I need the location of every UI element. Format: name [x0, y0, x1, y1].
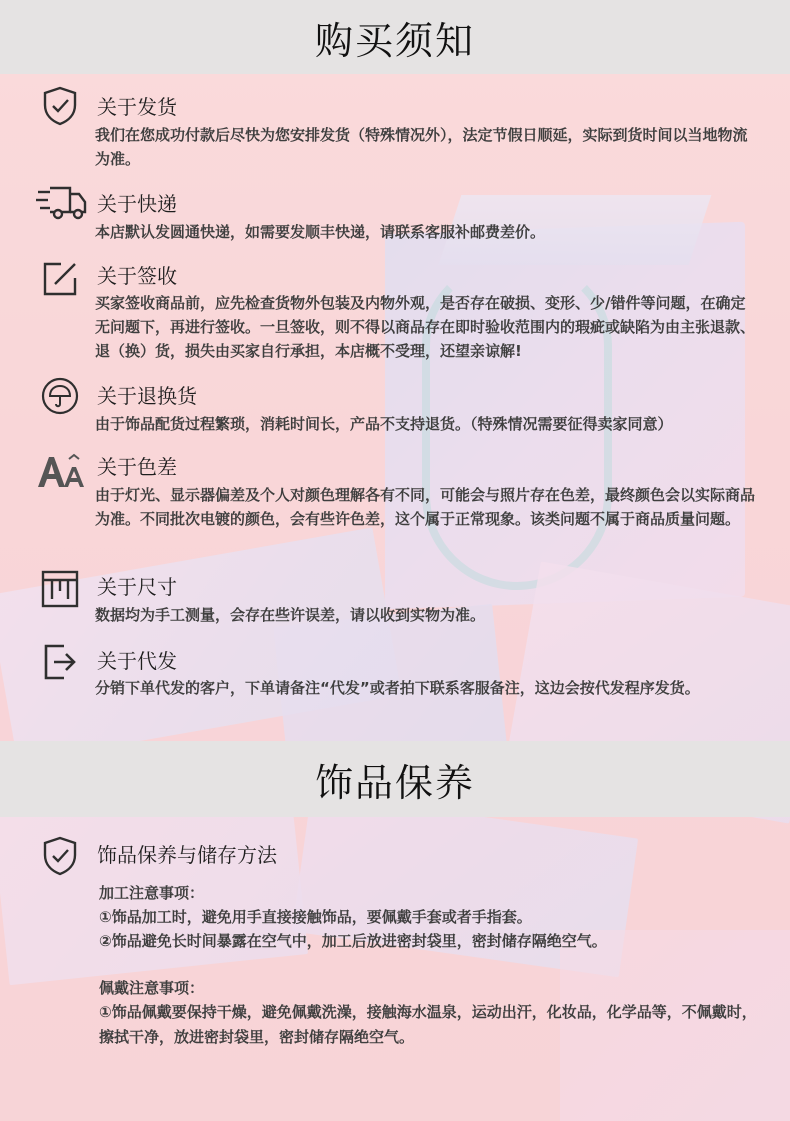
processing-heading: 加工注意事项：: [99, 884, 205, 902]
notice-section-header: [0, 0, 790, 74]
notice-item-desc: 由于饰品配货过程繁琐，消耗时间长，产品不支持退货。（特殊情况需要征得卖家同意）: [95, 415, 673, 433]
notice-section-title: 购买须知: [314, 18, 475, 63]
forward-exit-icon: [38, 640, 82, 684]
processing-line-1: ①饰品加工时，避免用手直接接触饰品，要佩戴手套或者手指套。: [99, 908, 532, 926]
measure-icon: [38, 567, 82, 611]
notice-item-title: 关于尺寸: [97, 575, 177, 599]
notice-item-title: 关于色差: [97, 455, 177, 479]
shield-check-icon: [38, 84, 82, 128]
notice-item-desc: 买家签收商品前，应先检查货物外包装及内物外观，是否存在破损、变形、少/错件等问题，在确定无问题下，再进行签收。一旦签收，则不得以商品存在即时验收范围内的瑕疵或缺陷为由主张退款、退（换）货，损失由买家自行承担，本店概不受理，还望亲谅解!: [95, 294, 756, 360]
umbrella-icon: [38, 374, 82, 418]
delivery-truck-icon: [36, 180, 88, 224]
care-section-header: [0, 741, 790, 817]
font-size-icon: [36, 449, 86, 493]
notice-item-title: 关于快递: [97, 192, 177, 216]
care-section-title: 饰品保养: [314, 760, 475, 805]
notice-item-desc: 由于灯光、显示器偏差及个人对颜色理解各有不同，可能会与照片存在色差，最终颜色会以实际商品为准。不同批次电镀的颜色，会有些许色差，这个属于正常现象。该类问题不属于商品质量问题。: [95, 486, 756, 528]
wearing-heading: 佩戴注意事项：: [99, 979, 205, 997]
notice-item-title: 关于代发: [97, 649, 177, 673]
wearing-line-1: ①饰品佩戴要保持干燥，避免佩戴洗澡，接触海水温泉，运动出汗，化妆品，化学品等，不佩戴时，擦拭干净，放进密封袋里，密封储存隔绝空气。: [99, 1003, 757, 1046]
care-title: 饰品保养与储存方法: [97, 843, 277, 867]
notice-item-desc: 本店默认发圆通快递，如需要发顺丰快递，请联系客服补邮费差价。: [95, 223, 546, 241]
edit-sign-icon: [38, 256, 82, 300]
notice-item-title: 关于签收: [97, 264, 177, 288]
notice-item-title: 关于发货: [97, 95, 177, 119]
notice-item-desc: 我们在您成功付款后尽快为您安排发货（特殊情况外），法定节假日顺延，实际到货时间以当地物流为准。: [95, 126, 748, 168]
notice-item-desc: 分销下单代发的客户，下单请备注“代发”或者拍下联系客服备注，这边会按代发程序发货。: [95, 679, 700, 697]
processing-line-2: ②饰品避免长时间暴露在空气中，加工后放进密封袋里，密封储存隔绝空气。: [99, 932, 607, 950]
notice-item-title: 关于退换货: [97, 384, 197, 408]
notice-item-desc: 数据均为手工测量，会存在些许误差，请以收到实物为准。: [95, 606, 486, 624]
shield-check-icon: [38, 834, 82, 878]
